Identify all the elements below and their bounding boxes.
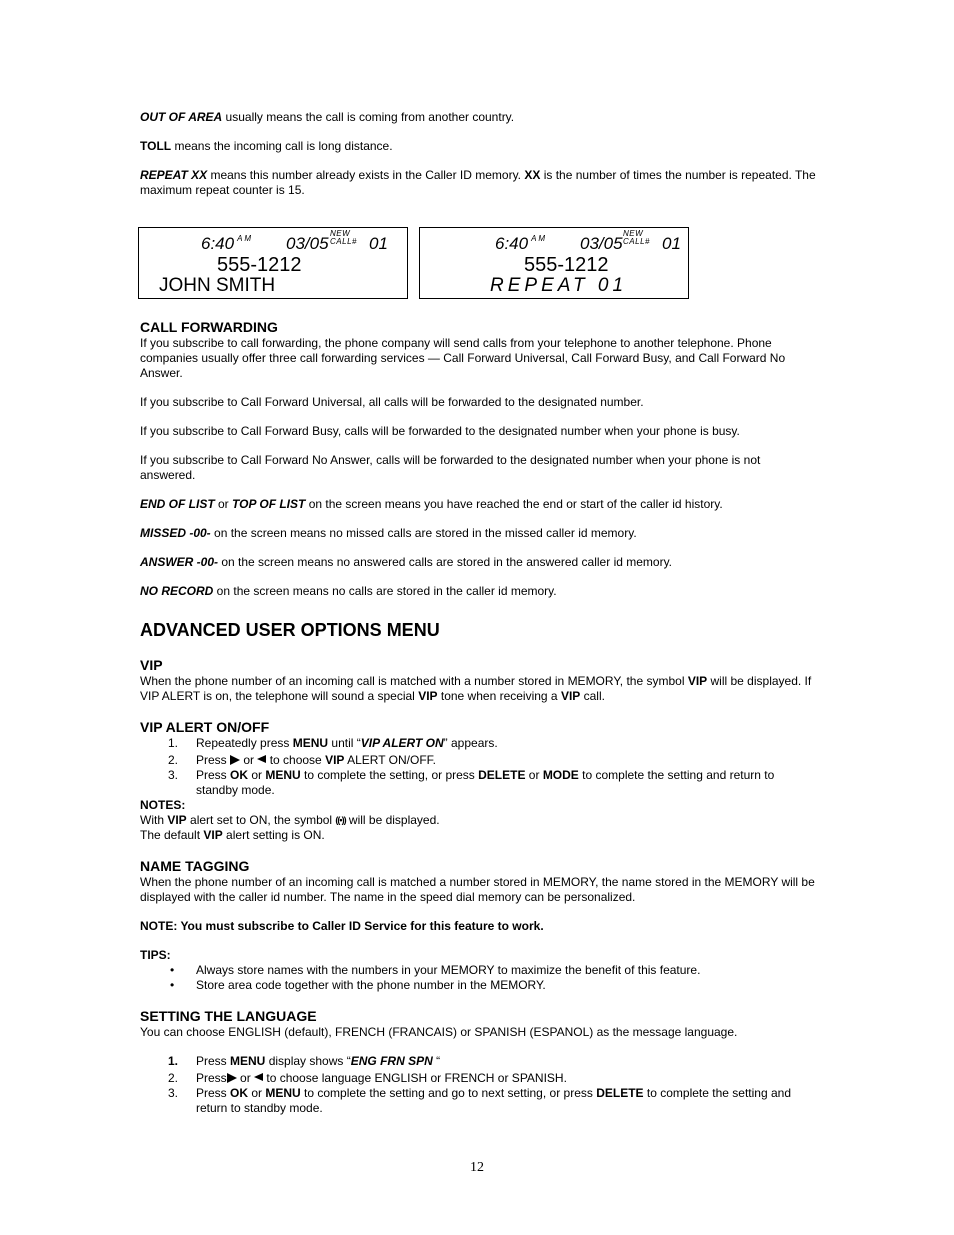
advanced-options-heading: ADVANCED USER OPTIONS MENU — [140, 620, 440, 640]
list-item: 3. Press OK or MENU to complete the setting and go to next setting, or press DELETE to complete the setting and return to standby mode. — [168, 1086, 791, 1115]
note-line: With VIP alert set to ON, the symbol ((•)) will be displayed. — [140, 813, 440, 827]
lcd-phone-number: 555-1212 — [217, 254, 302, 276]
right-arrow-icon — [227, 1073, 237, 1083]
language-heading: SETTING THE LANGUAGE — [140, 1008, 317, 1024]
missed-paragraph: MISSED -00- on the screen means no missed calls are stored in the missed caller id memory. — [140, 526, 637, 540]
list-item: • Always store names with the numbers in your MEMORY to maximize the benefit of this feature. — [170, 963, 701, 977]
language-paragraph: You can choose ENGLISH (default), FRENCH (FRANCAIS) or SPANISH (ESPANOL) as the message language. — [140, 1025, 738, 1039]
call-forwarding-p2: If you subscribe to Call Forward Universal, all calls will be forwarded to the designated number. — [140, 395, 644, 409]
lcd-caller-name: JOHN SMITH — [159, 275, 276, 296]
repeat-paragraph: REPEAT XX means this number already exists in the Caller ID memory. XX is the number of times the number is repeated. The maximum repeat counter is 15. — [140, 168, 816, 197]
lcd-repeat-counter: REPEAT 01 — [490, 275, 628, 296]
lcd-display-name: 6:40 $^{A M}$ 03/05 NEW CALL# 01 555-1212 JOHN SMITH — [138, 227, 408, 299]
left-arrow-icon — [254, 1073, 263, 1081]
list-item: 1. Press MENU display shows “ENG FRN SPN “ — [168, 1054, 441, 1068]
notes-label: NOTES: — [140, 798, 186, 812]
no-record-paragraph: NO RECORD on the screen means no calls are stored in the caller id memory. — [140, 584, 557, 598]
tips-list — [140, 963, 816, 993]
call-forwarding-p4: If you subscribe to Call Forward No Answer, calls will be forwarded to the designated number when your phone is not answered. — [140, 453, 761, 482]
note-line: The default VIP alert setting is ON. — [140, 828, 325, 842]
name-tagging-note: NOTE: You must subscribe to Caller ID Service for this feature to work. — [140, 919, 544, 933]
out-of-area-paragraph: OUT OF AREA usually means the call is coming from another country. — [140, 110, 515, 124]
right-arrow-icon — [230, 755, 240, 765]
vip-alert-heading: VIP ALERT ON/OFF — [140, 719, 270, 735]
end-of-list-paragraph: END OF LIST or TOP OF LIST on the screen means you have reached the end or start of the caller id history. — [140, 497, 723, 511]
lcd-phone-number: 555-1212 — [524, 254, 609, 276]
call-forwarding-heading: CALL FORWARDING — [140, 319, 278, 335]
list-item: 2. Press or to choose VIP ALERT ON/OFF. — [168, 753, 437, 767]
vip-symbol-icon: ((•)) — [335, 815, 346, 825]
term: OUT OF AREA — [140, 110, 223, 124]
answer-paragraph: ANSWER -00- on the screen means no answered calls are stored in the answered caller id memory. — [140, 555, 673, 569]
name-tagging-heading: NAME TAGGING — [140, 858, 250, 874]
call-forwarding-p3: If you subscribe to Call Forward Busy, calls will be forwarded to the designated number when your phone is busy. — [140, 424, 740, 438]
tips-label: TIPS: — [140, 948, 171, 962]
vip-paragraph: When the phone number of an incoming call is matched with a number stored in MEMORY, the symbol VIP will be displayed. If VIP ALERT is on, the telephone will sound a special VIP tone when receiving a VIP call. — [140, 674, 812, 703]
call-forwarding-p1: If you subscribe to call forwarding, the phone company will send calls from your telephone to another telephone. Phone companies usually offer three call forwarding services — Call Forward Universal, Call Forward Busy, and Call Forward No Answer. — [140, 336, 786, 380]
vip-heading: VIP — [140, 657, 163, 673]
new-call-indicator: NEW CALL# — [330, 229, 357, 246]
lcd-display-repeat: 6:40 $^{A M}$ 03/05 NEW CALL# 01 555-1212 REPEAT 01 — [419, 227, 689, 299]
vip-alert-steps — [140, 736, 816, 798]
list-item: 1. Repeatedly press MENU until “VIP ALERT ON” appears. — [168, 736, 498, 750]
left-arrow-icon — [257, 755, 266, 763]
list-item: 2. Press or to choose language ENGLISH or FRENCH or SPANISH. — [168, 1071, 567, 1085]
term: REPEAT XX — [140, 168, 208, 182]
toll-paragraph: TOLL means the incoming call is long distance. — [140, 139, 393, 153]
term: TOLL — [140, 139, 172, 153]
name-tagging-paragraph: When the phone number of an incoming call is matched a number stored in MEMORY, the name stored in the MEMORY will be displayed with the caller id number. The name in the speed dial memory can be personalized. — [140, 875, 815, 904]
new-call-indicator: NEW CALL# — [623, 229, 650, 246]
list-item: • Store area code together with the phone number in the MEMORY. — [170, 978, 546, 992]
list-item: 3. Press OK or MENU to complete the setting, or press DELETE or MODE to complete the setting and return to standby mode. — [168, 768, 775, 797]
language-steps — [140, 1054, 816, 1116]
page-number: 12 — [470, 1160, 484, 1175]
